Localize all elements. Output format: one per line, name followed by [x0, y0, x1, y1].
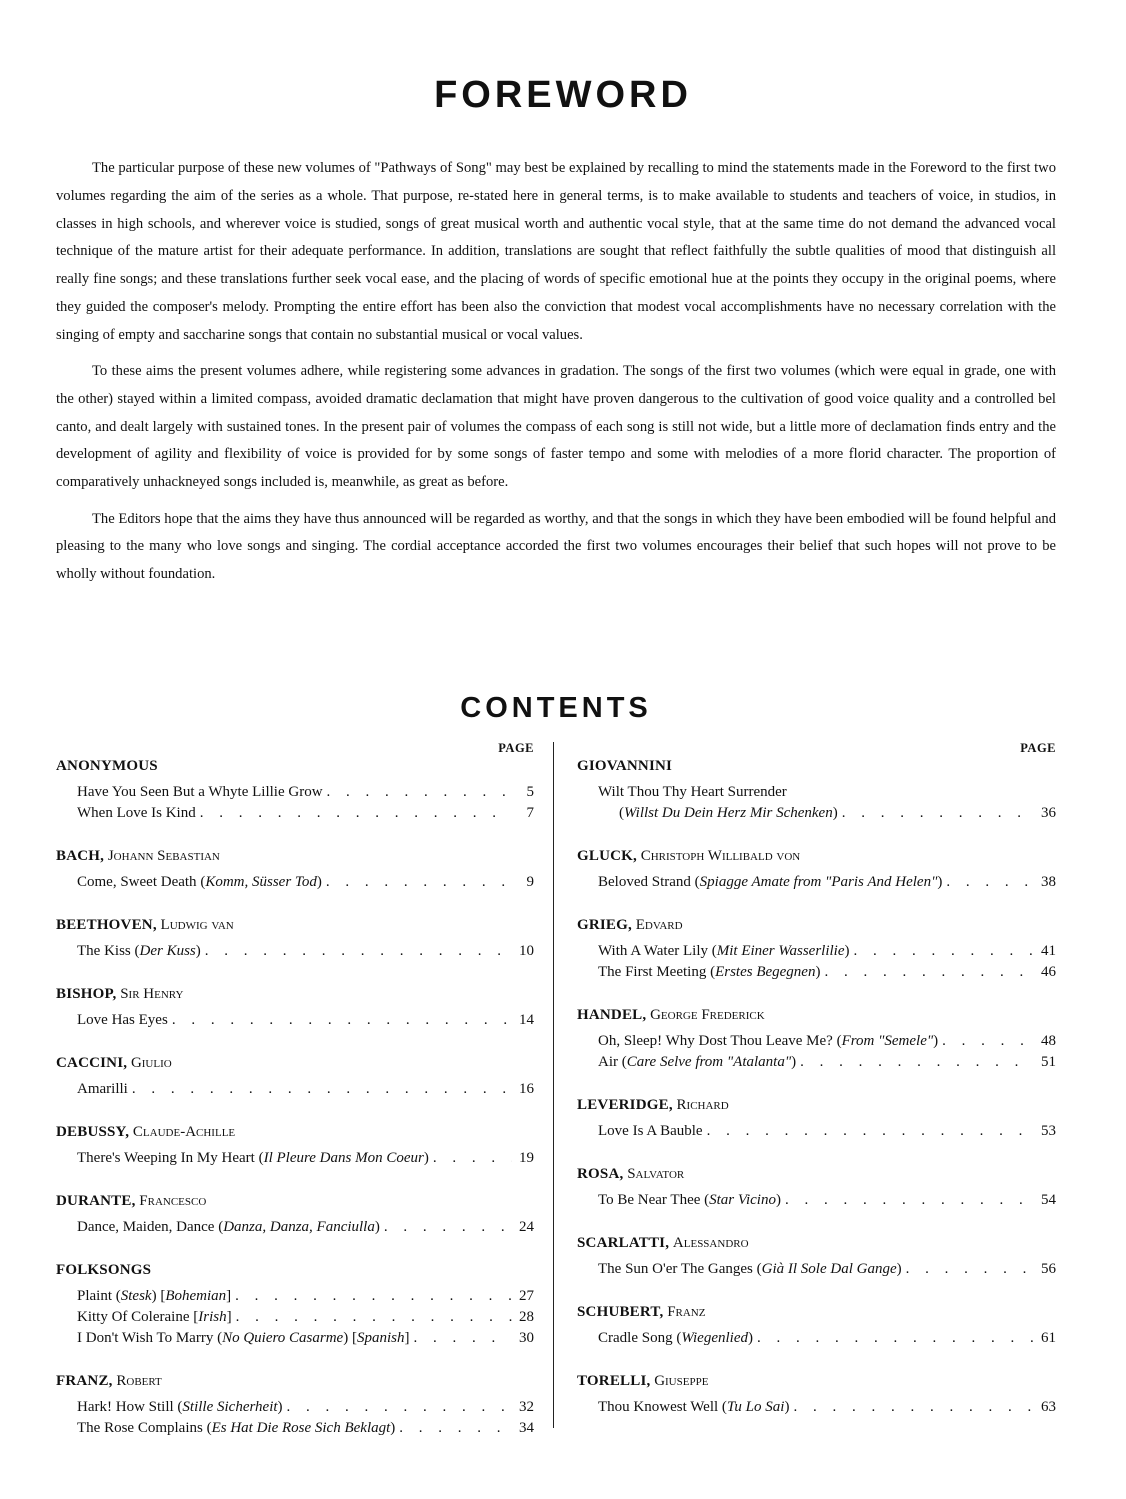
composer-given-name: Giulio	[130, 1055, 172, 1071]
dot-leader	[200, 803, 512, 824]
song-title-line: (Willst Du Dein Herz Mir Schenken)	[619, 805, 838, 821]
dot-leader	[172, 1010, 512, 1031]
song-title-line: Cradle Song (Wiegenlied)	[598, 1330, 753, 1346]
composer-given-name: Alessandro	[672, 1235, 749, 1251]
song-title-line: To Be Near Thee (Star Vicino)	[598, 1192, 781, 1208]
composer-group	[577, 1371, 1056, 1418]
song-title: The Kiss	[77, 943, 131, 959]
song-title: Air	[598, 1054, 618, 1070]
song-page-number: 24	[519, 1219, 534, 1235]
song-original-title: No Quiero Casarme	[222, 1330, 344, 1346]
song-title-line	[77, 803, 196, 824]
song-page-number: 63	[1041, 1399, 1056, 1415]
song-entry	[577, 782, 1056, 803]
composer-name	[577, 1164, 1056, 1185]
foreword-body	[56, 155, 1056, 597]
song-title-line: Come, Sweet Death (Komm, Süsser Tod)	[77, 874, 322, 890]
song-entry	[577, 962, 1056, 983]
song-page-number: 48	[1041, 1033, 1056, 1049]
dot-leader	[384, 1217, 512, 1238]
composer-group	[56, 1260, 534, 1349]
song-title: There's Weeping In My Heart	[77, 1150, 255, 1166]
page-column-header: PAGE	[1020, 741, 1056, 755]
song-page-number: 54	[1041, 1192, 1056, 1208]
composer-surname: SCHUBERT,	[577, 1304, 664, 1320]
composer-name	[577, 1302, 1056, 1323]
composer-name	[577, 756, 1056, 777]
composer-given-name: Richard	[676, 1097, 729, 1113]
song-page-number: 61	[1041, 1330, 1056, 1346]
song-origin: Bohemian	[165, 1288, 227, 1304]
composer-group	[577, 756, 1056, 824]
song-page-number: 9	[526, 874, 534, 890]
dot-leader	[205, 941, 512, 962]
composer-name	[577, 1233, 1056, 1254]
song-title-line: With A Water Lily (Mit Einer Wasserlilie)	[598, 943, 850, 959]
song-entry	[56, 803, 534, 824]
composer-name	[577, 915, 1056, 936]
dot-leader	[327, 782, 512, 803]
song-entry	[577, 1328, 1056, 1349]
song-page-number: 7	[526, 805, 534, 821]
song-title: To Be Near Thee	[598, 1192, 701, 1208]
song-title: Amarilli	[77, 1081, 128, 1097]
song-page-number: 41	[1041, 943, 1056, 959]
composer-group	[56, 756, 534, 824]
composer-surname: ROSA,	[577, 1166, 624, 1182]
song-entry	[56, 1418, 534, 1439]
composer-group	[56, 1191, 534, 1238]
song-title: Come, Sweet Death	[77, 874, 197, 890]
composer-surname: GRIEG,	[577, 917, 632, 933]
song-title: Cradle Song	[598, 1330, 673, 1346]
song-page-number: 30	[519, 1330, 534, 1346]
composer-given-name: Salvator	[627, 1166, 685, 1182]
contents-left-column	[56, 740, 534, 1461]
dot-leader	[824, 962, 1034, 983]
song-origin: Irish	[198, 1309, 227, 1325]
composer-surname: DURANTE,	[56, 1193, 136, 1209]
song-title: Hark! How Still	[77, 1399, 174, 1415]
composer-name	[577, 846, 1056, 867]
dot-leader	[793, 1397, 1034, 1418]
dot-leader	[326, 872, 512, 893]
composer-group	[56, 1371, 534, 1439]
composer-group	[577, 1302, 1056, 1349]
song-title-line: There's Weeping In My Heart (Il Pleure Dans Mon Coeur)	[77, 1150, 429, 1166]
foreword-paragraph: To these aims the present volumes adhere, while registering some advances in gradation. The songs of the first two volumes (which were equal in grade, one with the other) stayed within a limited compass, avoided dramatic declamation that might have proven dangerous to the cultivation of good voice quality and a controlled bel canto, and dealt largely with sustained tones. In the present pair of volumes the compass of each song is still not wide, but a little more of declamation finds entry and the development of agility and flexibility of voice is provided for by some songs of faster tempo and some with melodies of a more florid character. The proportion of comparatively unhackneyed songs included is, meanwhile, as great as before.	[56, 363, 1056, 491]
song-page-number: 51	[1041, 1054, 1056, 1070]
composer-group	[56, 846, 534, 893]
song-original-title: Stesk	[120, 1288, 152, 1304]
song-entry	[56, 1079, 534, 1100]
song-title-line: Air (Care Selve from "Atalanta")	[598, 1054, 797, 1070]
composer-name	[56, 915, 534, 936]
composer-name	[577, 1005, 1056, 1026]
song-title: Love Has Eyes	[77, 1012, 168, 1028]
song-entry	[56, 782, 534, 803]
page-column-header: PAGE	[498, 741, 534, 755]
song-entry	[577, 1031, 1056, 1052]
song-title: I Don't Wish To Marry	[77, 1330, 214, 1346]
song-title-line: The Kiss (Der Kuss)	[77, 943, 201, 959]
song-title-line: The Sun O'er The Ganges (Già Il Sole Dal Gange)	[598, 1261, 902, 1277]
song-original-title: Star Vicino	[709, 1192, 776, 1208]
dot-leader	[287, 1397, 512, 1418]
composer-name	[56, 1053, 534, 1074]
song-title: The First Meeting	[598, 964, 707, 980]
song-page-number: 27	[519, 1288, 534, 1304]
composer-group	[56, 1122, 534, 1169]
song-page-number: 14	[519, 1012, 534, 1028]
composer-given-name: Christoph Willibald von	[640, 848, 801, 864]
composer-given-name: Johann Sebastian	[107, 848, 220, 864]
dot-leader	[854, 941, 1034, 962]
song-title: Oh, Sleep! Why Dost Thou Leave Me?	[598, 1033, 833, 1049]
dot-leader	[842, 803, 1034, 824]
song-original-title: Es Hat Die Rose Sich Beklagt	[211, 1420, 391, 1436]
song-page-number: 32	[519, 1399, 534, 1415]
song-entry	[56, 1397, 534, 1418]
contents-right-column	[577, 740, 1056, 1440]
composer-given-name: Edvard	[635, 917, 683, 933]
song-title: Kitty Of Coleraine	[77, 1309, 190, 1325]
composer-group	[577, 846, 1056, 893]
column-divider	[553, 742, 554, 1428]
composer-surname: FOLKSONGS	[56, 1262, 152, 1278]
composer-surname: BACH,	[56, 848, 105, 864]
dot-leader	[235, 1286, 512, 1307]
contents-title: CONTENTS	[460, 692, 652, 724]
song-title-line: Oh, Sleep! Why Dost Thou Leave Me? (From "Semele")	[598, 1033, 939, 1049]
composer-given-name: Robert	[116, 1373, 162, 1389]
song-title: Love Is A Bauble	[598, 1123, 703, 1139]
song-title-line: Dance, Maiden, Dance (Danza, Danza, Fanciulla)	[77, 1219, 380, 1235]
composer-given-name: Sir Henry	[120, 986, 184, 1002]
song-title-line	[598, 1121, 703, 1142]
composer-group	[56, 915, 534, 962]
composer-group	[56, 984, 534, 1031]
composer-name	[56, 1371, 534, 1392]
song-entry	[56, 1148, 534, 1169]
song-entry	[56, 1328, 534, 1349]
composer-group	[577, 1095, 1056, 1142]
dot-leader	[785, 1190, 1034, 1211]
song-original-title: Tu Lo Sai	[726, 1399, 785, 1415]
song-entry	[56, 1307, 534, 1328]
composer-surname: BEETHOVEN,	[56, 917, 157, 933]
song-entry	[577, 941, 1056, 962]
composer-group	[577, 915, 1056, 983]
song-title-line: I Don't Wish To Marry (No Quiero Casarme) [Spanish]	[77, 1330, 410, 1346]
composer-group	[56, 1053, 534, 1100]
foreword-paragraph: The Editors hope that the aims they have thus announced will be regarded as worthy, and that the songs in which they have been embodied will be found helpful and pleasing to the many who love songs and singing. The cordial acceptance accorded the first two volumes encourages their belief that such hopes will not prove to be wholly without foundation.	[56, 510, 1056, 583]
foreword-paragraph: The particular purpose of these new volumes of "Pathways of Song" may best be explained by recalling to mind the statements made in the Foreword to the first two volumes regarding the aim of the series as a whole. That purpose, re-stated here in general terms, is to make available to students and teachers of voice, in studios, in classes in high schools, and wherever voice is studied, songs of great musical worth and authentic vocal style, that at the same time do not demand the advanced vocal technique of the mature artist for their adequate performance. In addition, translations are sought that reflect faithfully the subtle qualities of mood that distinguish all really fine songs; and these translations further seek vocal ease, and the placing of words of specific emotional hue at the points they occupy in the original poems, where they guided the composer's melody. Prompting the entire effort has been also the conviction that modest vocal accomplishments have no necessary correlation with the singing of empty and saccharine songs that contain no substantial musical or vocal values.	[56, 160, 1056, 343]
composer-name	[577, 1371, 1056, 1392]
song-title-line: Kitty Of Coleraine [Irish]	[77, 1309, 232, 1325]
composer-surname: BISHOP,	[56, 986, 117, 1002]
song-original-title: Erstes Begegnen	[715, 964, 816, 980]
dot-leader	[413, 1328, 512, 1349]
dot-leader	[946, 872, 1034, 893]
song-page-number: 19	[519, 1150, 534, 1166]
song-title-line: The Rose Complains (Es Hat Die Rose Sich Beklagt)	[77, 1420, 396, 1436]
dot-leader	[800, 1052, 1034, 1073]
song-title: Dance, Maiden, Dance	[77, 1219, 215, 1235]
song-page-number: 56	[1041, 1261, 1056, 1277]
dot-leader	[132, 1079, 512, 1100]
composer-name	[56, 984, 534, 1005]
composer-surname: CACCINI,	[56, 1055, 128, 1071]
dot-leader	[757, 1328, 1034, 1349]
song-title-line: Thou Knowest Well (Tu Lo Sai)	[598, 1399, 790, 1415]
composer-name	[56, 1260, 534, 1281]
song-entry	[56, 1217, 534, 1238]
song-title: Have You Seen But a Whyte Lillie Grow	[77, 784, 323, 800]
composer-surname: GIOVANNINI	[577, 758, 673, 774]
song-title-line: Hark! How Still (Stille Sicherheit)	[77, 1399, 283, 1415]
composer-name	[56, 756, 534, 777]
song-entry	[577, 1397, 1056, 1418]
composer-name	[577, 1095, 1056, 1116]
song-entry	[577, 872, 1056, 893]
song-page-number: 10	[519, 943, 534, 959]
song-title-line	[77, 1010, 168, 1031]
song-page-number: 46	[1041, 964, 1056, 980]
song-title: With A Water Lily	[598, 943, 708, 959]
song-title: Beloved Strand	[598, 874, 691, 890]
composer-name	[56, 1191, 534, 1212]
song-entry	[577, 1121, 1056, 1142]
song-original-title: Danza, Danza, Fanciulla	[223, 1219, 375, 1235]
composer-surname: HANDEL,	[577, 1007, 647, 1023]
song-title-line	[77, 782, 323, 803]
song-entry	[577, 1190, 1056, 1211]
song-page-number: 5	[526, 784, 534, 800]
song-page-number: 28	[519, 1309, 534, 1325]
song-title: Plaint	[77, 1288, 113, 1304]
song-original-title: Mit Einer Wasserlilie	[716, 943, 845, 959]
composer-surname: LEVERIDGE,	[577, 1097, 673, 1113]
song-title: When Love Is Kind	[77, 805, 196, 821]
song-title: Thou Knowest Well	[598, 1399, 719, 1415]
song-page-number: 53	[1041, 1123, 1056, 1139]
song-title: Wilt Thou Thy Heart Surrender	[598, 784, 787, 800]
dot-leader	[236, 1307, 512, 1328]
song-original-title: Il Pleure Dans Mon Coeur	[263, 1150, 424, 1166]
composer-surname: DEBUSSY,	[56, 1124, 130, 1140]
foreword-title: FOREWORD	[434, 74, 692, 116]
song-page-number: 38	[1041, 874, 1056, 890]
song-original-title: Komm, Süsser Tod	[205, 874, 317, 890]
composer-surname: FRANZ,	[56, 1373, 113, 1389]
song-title-line	[77, 1079, 128, 1100]
composer-surname: TORELLI,	[577, 1373, 651, 1389]
composer-group	[577, 1164, 1056, 1211]
song-original-title: Care Selve from "Atalanta"	[626, 1054, 792, 1070]
dot-leader	[942, 1031, 1034, 1052]
composer-surname: SCARLATTI,	[577, 1235, 670, 1251]
composer-given-name: Francesco	[139, 1193, 207, 1209]
song-title-line: Plaint (Stesk) [Bohemian]	[77, 1288, 232, 1304]
song-title: The Sun O'er The Ganges	[598, 1261, 753, 1277]
composer-given-name: George Frederick	[650, 1007, 765, 1023]
composer-given-name: Franz	[667, 1304, 706, 1320]
song-original-title: Willst Du Dein Herz Mir Schenken	[624, 805, 833, 821]
dot-leader	[707, 1121, 1034, 1142]
composer-given-name: Claude-Achille	[132, 1124, 236, 1140]
song-entry	[56, 872, 534, 893]
song-page-number: 34	[519, 1420, 534, 1436]
song-title-line: The First Meeting (Erstes Begegnen)	[598, 964, 821, 980]
song-original-title: From "Semele"	[841, 1033, 934, 1049]
song-original-title: Wiegenlied	[681, 1330, 748, 1346]
song-title-line: Beloved Strand (Spiagge Amate from "Paris And Helen")	[598, 874, 943, 890]
song-page-number: 36	[1041, 805, 1056, 821]
composer-name	[56, 1122, 534, 1143]
composer-given-name: Giuseppe	[654, 1373, 709, 1389]
song-original-title: Der Kuss	[139, 943, 196, 959]
composer-surname: GLUCK,	[577, 848, 637, 864]
dot-leader	[906, 1259, 1034, 1280]
song-title: The Rose Complains	[77, 1420, 203, 1436]
composer-name	[56, 846, 534, 867]
composer-surname: ANONYMOUS	[56, 758, 158, 774]
song-original-title: Spiagge Amate from "Paris And Helen"	[699, 874, 938, 890]
song-entry	[56, 1010, 534, 1031]
song-entry	[577, 1052, 1056, 1073]
song-origin: Spanish	[356, 1330, 405, 1346]
dot-leader	[399, 1418, 512, 1439]
composer-group	[577, 1005, 1056, 1073]
song-entry	[56, 1286, 534, 1307]
composer-given-name: Ludwig van	[160, 917, 234, 933]
song-entry	[577, 803, 1056, 824]
song-original-title: Stille Sicherheit	[182, 1399, 278, 1415]
song-entry	[577, 1259, 1056, 1280]
song-page-number: 16	[519, 1081, 534, 1097]
song-entry	[56, 941, 534, 962]
dot-leader	[433, 1148, 512, 1169]
song-original-title: Già Il Sole Dal Gange	[761, 1261, 897, 1277]
composer-group	[577, 1233, 1056, 1280]
